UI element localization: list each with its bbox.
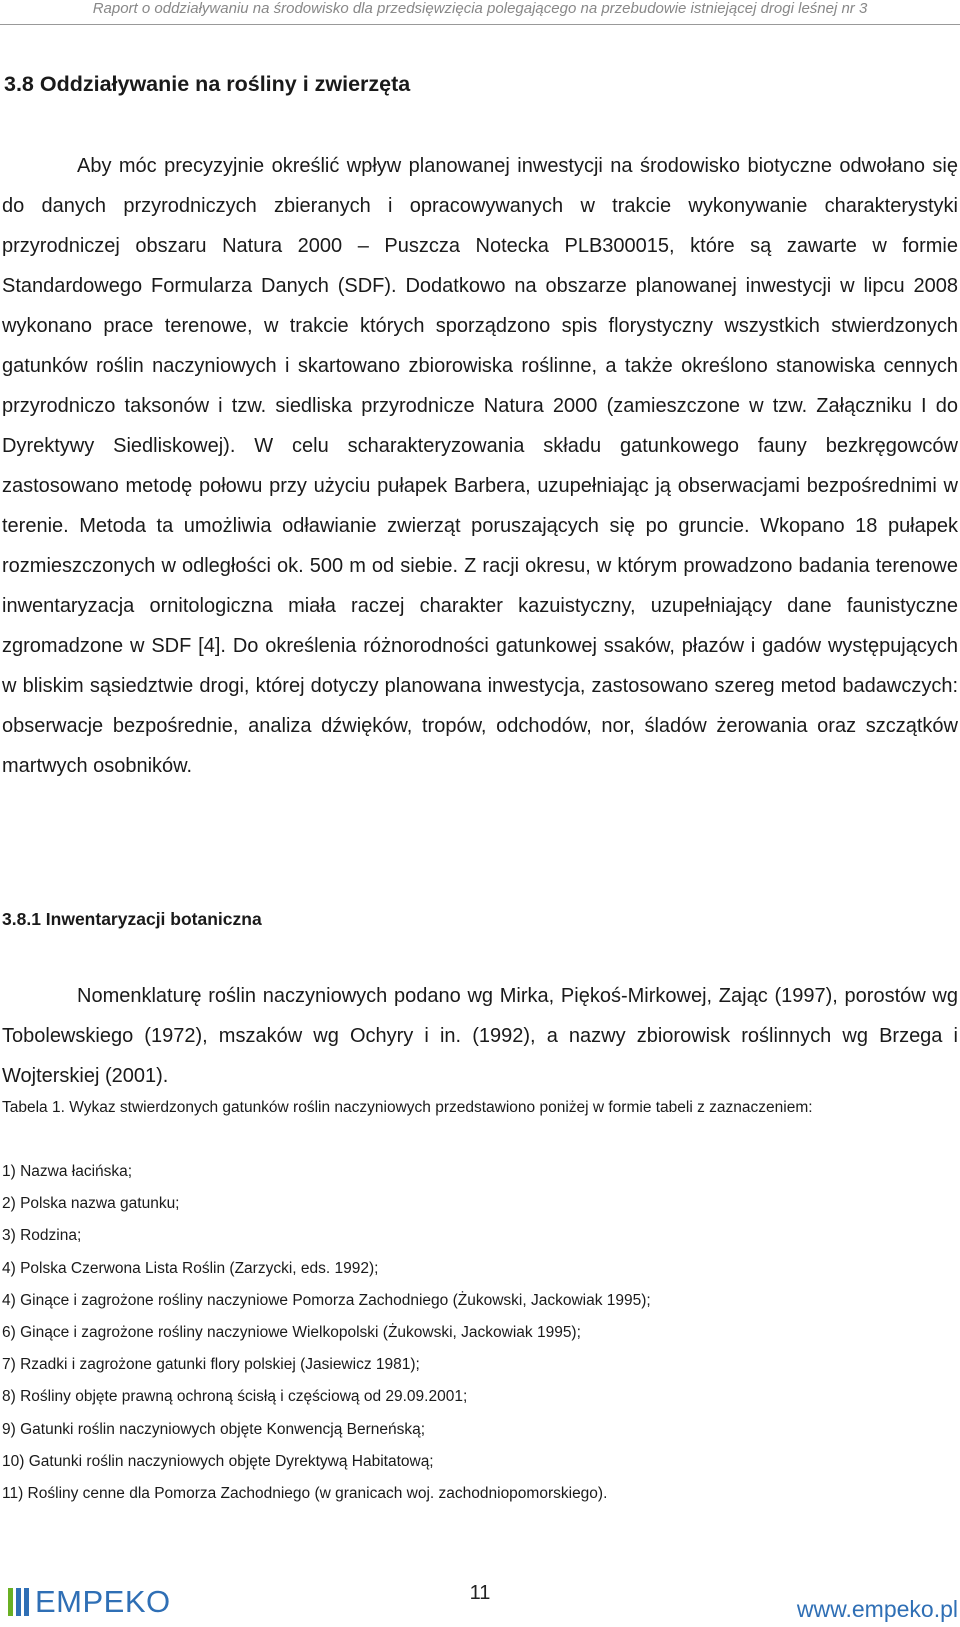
legend-item: 1) Nazwa łacińska; xyxy=(2,1163,133,1180)
subsection-heading: 3.8.1 Inwentaryzacji botaniczna xyxy=(2,909,262,929)
legend-item: 10) Gatunki roślin naczyniowych objęte Dyrektywą Habitatową; xyxy=(2,1452,434,1470)
legend-item: 4) Polska Czerwona Lista Roślin (Zarzycki, eds. 1992); xyxy=(2,1259,379,1277)
legend-item: 9) Gatunki roślin naczyniowych objęte Konwencją Berneńską; xyxy=(2,1420,426,1438)
subsection-paragraph: Nomenklaturę roślin naczyniowych podano wg Mirka, Piękoś-Mirkowej, Zając (1997), porostów wg Tobolewskiego (1972), mszaków wg Ochyry i in. (1992), a nazwy zbiorowisk roślinnych wg Brzega i Wojterskiej (2001). xyxy=(2,985,958,1087)
logo-bars-icon xyxy=(8,1588,29,1616)
legend-item: 4) Ginące i zagrożone rośliny naczyniowe Pomorza Zachodniego (Żukowski, Jackowiak 1995); xyxy=(2,1291,651,1309)
legend-item: 7) Rzadki i zagrożone gatunki flory polskiej (Jasiewicz 1981); xyxy=(2,1356,420,1374)
logo-text: EMPEKO xyxy=(35,1584,171,1619)
website-link[interactable]: www.empeko.pl xyxy=(796,1596,958,1622)
empeko-logo xyxy=(8,1586,171,1618)
page-number: 11 xyxy=(469,1582,491,1604)
legend-item: 6) Ginące i zagrożone rośliny naczyniowe Wielkopolski (Żukowski, Jackowiak 1995); xyxy=(2,1324,581,1342)
table-caption: Tabela 1. Wykaz stwierdzonych gatunków roślin naczyniowych przedstawiono poniżej w formie tabeli z zaznaczeniem: xyxy=(2,1099,813,1116)
section-heading: 3.8 Oddziaływanie na rośliny i zwierzęta xyxy=(4,72,411,96)
legend-item: 3) Rodzina; xyxy=(2,1227,82,1245)
legend-item: 2) Polska nazwa gatunku; xyxy=(2,1195,180,1213)
legend-item: 11) Rośliny cenne dla Pomorza Zachodniego (w granicach woj. zachodniopomorskiego). xyxy=(2,1485,608,1503)
page-footer xyxy=(0,1582,960,1627)
running-header: Raport o oddziaływaniu na środowisko dla przedsięwzięcia polegającego na przebudowie istniejącej drogi leśnej nr 3 xyxy=(0,0,960,25)
legend-list xyxy=(2,1156,651,1510)
legend-item: 8) Rośliny objęte prawną ochroną ścisłą i częściową od 29.09.2001; xyxy=(2,1388,468,1406)
section-paragraph: Aby móc precyzyjnie określić wpływ planowanej inwestycji na środowisko biotyczne odwołano się do danych przyrodniczych zbieranych i opracowywanych w trakcie wykonywanie charakterystyki przyrodniczej obszaru Natura 2000 – Puszcza Notecka PLB300015, które są zawarte w formie Standardowego Formularza Danych (SDF). Dodatkowo na obszarze planowanej inwestycji w lipcu 2008 wykonano prace terenowe, w trakcie których sporządzono spis florystyczny wszystkich stwierdzonych gatunków roślin naczyniowych i skartowano zbiorowiska roślinne, a także określono stanowiska cennych przyrodniczo taksonów i tzw. siedliska przyrodnicze Natura 2000 (zamieszczone w tzw. Załączniku I do Dyrektywy Siedliskowej). W celu scharakteryzowania składu gatunkowego fauny bezkręgowców zastosowano metodę połowu przy użyciu pułapek Barbera, uzupełniając ją obserwacjami bezpośrednimi w terenie. Metoda ta umożliwia odławianie zwierząt poruszających się po gruncie. Wkopano 18 pułapek rozmieszczonych w odległości ok. 500 m od siebie. Z racji okresu, w którym prowadzono badania terenowe inwentaryzacja ornitologiczna miała raczej charakter kazuistyczny, uzupełniający dane faunistyczne zgromadzone w SDF [4]. Do określenia różnorodności gatunkowej ssaków, płazów i gadów występujących w bliskim sąsiedztwie drogi, której dotyczy planowana inwestycja, zastosowano szereg metod badawczych: obserwacje bezpośrednie, analiza dźwięków, tropów, odchodów, nor, śladów żerowania oraz szczątków martwych osobników. xyxy=(2,155,958,777)
